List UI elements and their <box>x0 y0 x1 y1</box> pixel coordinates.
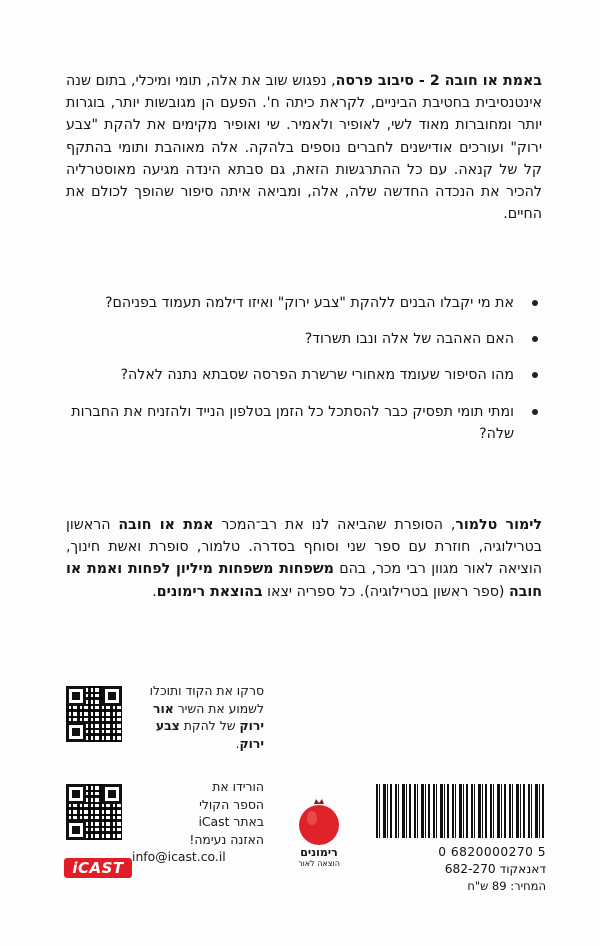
list-item: את מי יקבלו הבנים ללהקת "צבע ירוק" ואיזו דילמה תעמוד בפניהם? <box>66 292 542 314</box>
list-item: האם האהבה של אלה ונבו תשרוד? <box>66 328 542 350</box>
author-book-title: אמת או חובה <box>118 517 214 533</box>
list-item: מהו הסיפור שעומד מאחורי שרשרת הפרסה שסבתא נתנה לאלה? <box>66 364 542 386</box>
question-list <box>66 292 542 459</box>
blurb-book-title: באמת או חובה 2 - סיבוב פרסה <box>335 73 542 89</box>
qr-caption-text: של להקת <box>179 718 240 733</box>
book-blurb <box>66 70 542 225</box>
list-item: ומתי תומי תפסיק כבר להסתכל כל הזמן בטלפון הנייד ולהזניח את החברות שלה? <box>66 401 542 445</box>
author-text: , הסופרת שהביאה לנו את רב־המכר <box>213 517 456 533</box>
pomegranate-icon <box>295 796 343 846</box>
author-text: (ספר ראשון בטרילוגיה). כל ספריה יצאו <box>262 583 509 600</box>
song-qr-caption <box>132 682 264 752</box>
audiobook-line: האזנה נעימה! <box>189 831 264 847</box>
publisher-logo <box>286 796 352 869</box>
author-name: לימור טלמור <box>455 517 542 533</box>
audiobook-line: הספר הקולי <box>199 796 264 812</box>
blurb-paragraph <box>66 70 542 225</box>
barcode-number: 0 6820000270 5 <box>438 845 546 859</box>
song-name: אור ירוק <box>153 700 264 733</box>
author-text: הראשון בטרילוגיה, חוזרת עם ספר שני וסוחף בסדרה. טלמור, סופרת ואשת חינוך, הוציאה לאור מגוון רבי מכר, בהם <box>66 517 542 578</box>
author-publisher: בהוצאת רימונים <box>156 583 263 600</box>
author-books: משפחות משפחות מיליון לפחות ואמת או חובה <box>66 561 542 600</box>
qr-caption-text: סרקו את הקוד ותוכלו לשמוע את השיר <box>149 683 264 716</box>
audiobook-line: הורידו את <box>212 779 264 794</box>
audiobook-email[interactable]: info@icast.co.il <box>132 849 226 864</box>
author-text: . <box>152 583 157 600</box>
audiobook-qr-code[interactable] <box>66 784 122 840</box>
author-bio <box>66 514 542 603</box>
publisher-name: רימונים <box>300 846 338 859</box>
price: המחיר: 89 ש"ח <box>467 879 546 893</box>
song-qr-code[interactable] <box>66 686 122 742</box>
blurb-text: , נפגוש שוב את אלה, תומי ומיכלי, בתום שנה אינטנסיבית בחטיבת הביניים, לקראת כיתה ח'. הפעם הן מגובשות יותר, בוגרות יותר ומחוברות מאוד לשי, לאופיר ולאמיר. שי ואופיר מקימים את להקת "צבע ירוק" ועורכים אודישנים לחברים נוספים בלהקה. אלה מאוהבת ותומי בהתקף קל של קנאה. עם כל ההתרגשות הזאת, גם סבתא הינדה מגיעה מאוסטרליה להכיר את הנכדה החדשה שלה, אלה, ומביאה איתה סיפור שהופך לכולם את החיים. <box>66 73 542 223</box>
band-name: צבע ירוק <box>155 718 264 751</box>
icast-logo: iCAST <box>64 858 132 878</box>
qr-caption-text: . <box>235 735 240 751</box>
danacode: דאנאקוד 682-270 <box>444 862 546 876</box>
audiobook-caption <box>132 778 264 866</box>
isbn-barcode <box>376 784 546 838</box>
audiobook-line: באתר iCast <box>198 814 264 829</box>
publisher-tagline: הוצאה לאור <box>298 859 340 868</box>
